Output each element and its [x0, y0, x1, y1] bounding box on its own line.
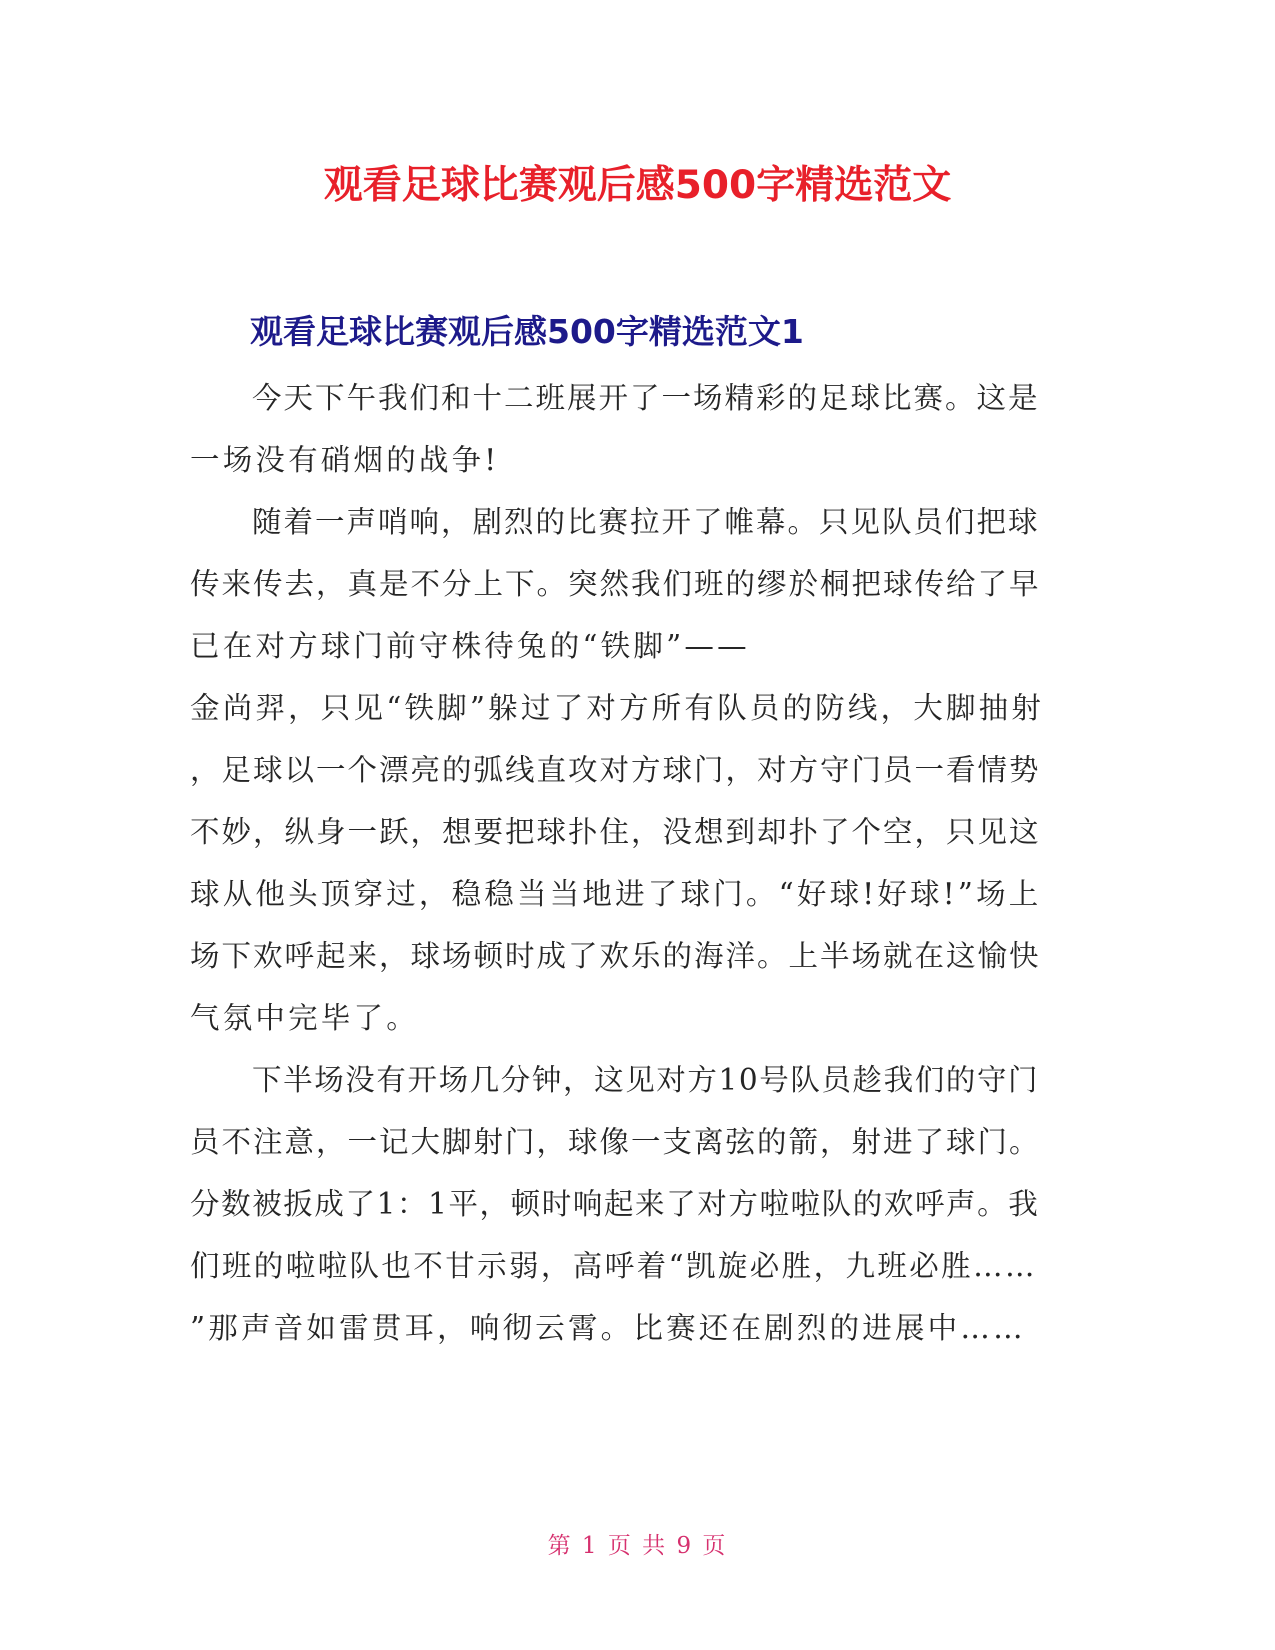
paragraph-line: 今天下午我们和十二班展开了一场精彩的足球比赛。这是: [252, 381, 1040, 415]
paragraph-line: 分数被扳成了1：1平，顿时响起来了对方啦啦队的欢呼声。我: [190, 1187, 1040, 1221]
document-title: 观看足球比赛观后感500字精选范文: [323, 163, 952, 208]
page-number-footer: 第 1 页 共 9 页: [547, 1533, 728, 1559]
paragraph-line: 气氛中完毕了。: [190, 1001, 419, 1035]
paragraph-line: 球从他头顶穿过，稳稳当当地进了球门。“好球!好球!”场上: [190, 877, 1042, 911]
paragraph-line: ，足球以一个漂亮的弧线直攻对方球门，对方守门员一看情势: [190, 753, 1041, 787]
section-title: 观看足球比赛观后感500字精选范文1: [250, 312, 804, 351]
paragraph-line: 金尚羿，只见“铁脚”躲过了对方所有队员的防线，大脚抽射: [190, 691, 1045, 725]
paragraph-line: 下半场没有开场几分钟，这见对方10号队员趁我们的守门: [252, 1063, 1040, 1097]
paragraph-line: 员不注意，一记大脚射门，球像一支离弦的箭，射进了球门。: [190, 1125, 1041, 1159]
paragraph-line: 场下欢呼起来，球场顿时成了欢乐的海洋。上半场就在这愉快: [190, 939, 1041, 973]
paragraph-line: 不妙，纵身一跃，想要把球扑住，没想到却扑了个空，只见这: [190, 815, 1041, 849]
paragraph-line: ”那声音如雷贯耳，响彻云霄。比赛还在剧烈的进展中……: [190, 1311, 1026, 1345]
paragraph-line: 已在对方球门前守株待兔的“铁脚”——: [190, 629, 750, 663]
paragraph-line: 随着一声哨响，剧烈的比赛拉开了帷幕。只见队员们把球: [252, 505, 1040, 539]
paragraph-line: 传来传去，真是不分上下。突然我们班的缪於桐把球传给了早: [190, 567, 1041, 601]
paragraph-line: 们班的啦啦队也不甘示弱，高呼着“凯旋必胜，九班必胜……: [190, 1249, 1037, 1283]
paragraph-line: 一场没有硝烟的战争!: [190, 443, 500, 477]
